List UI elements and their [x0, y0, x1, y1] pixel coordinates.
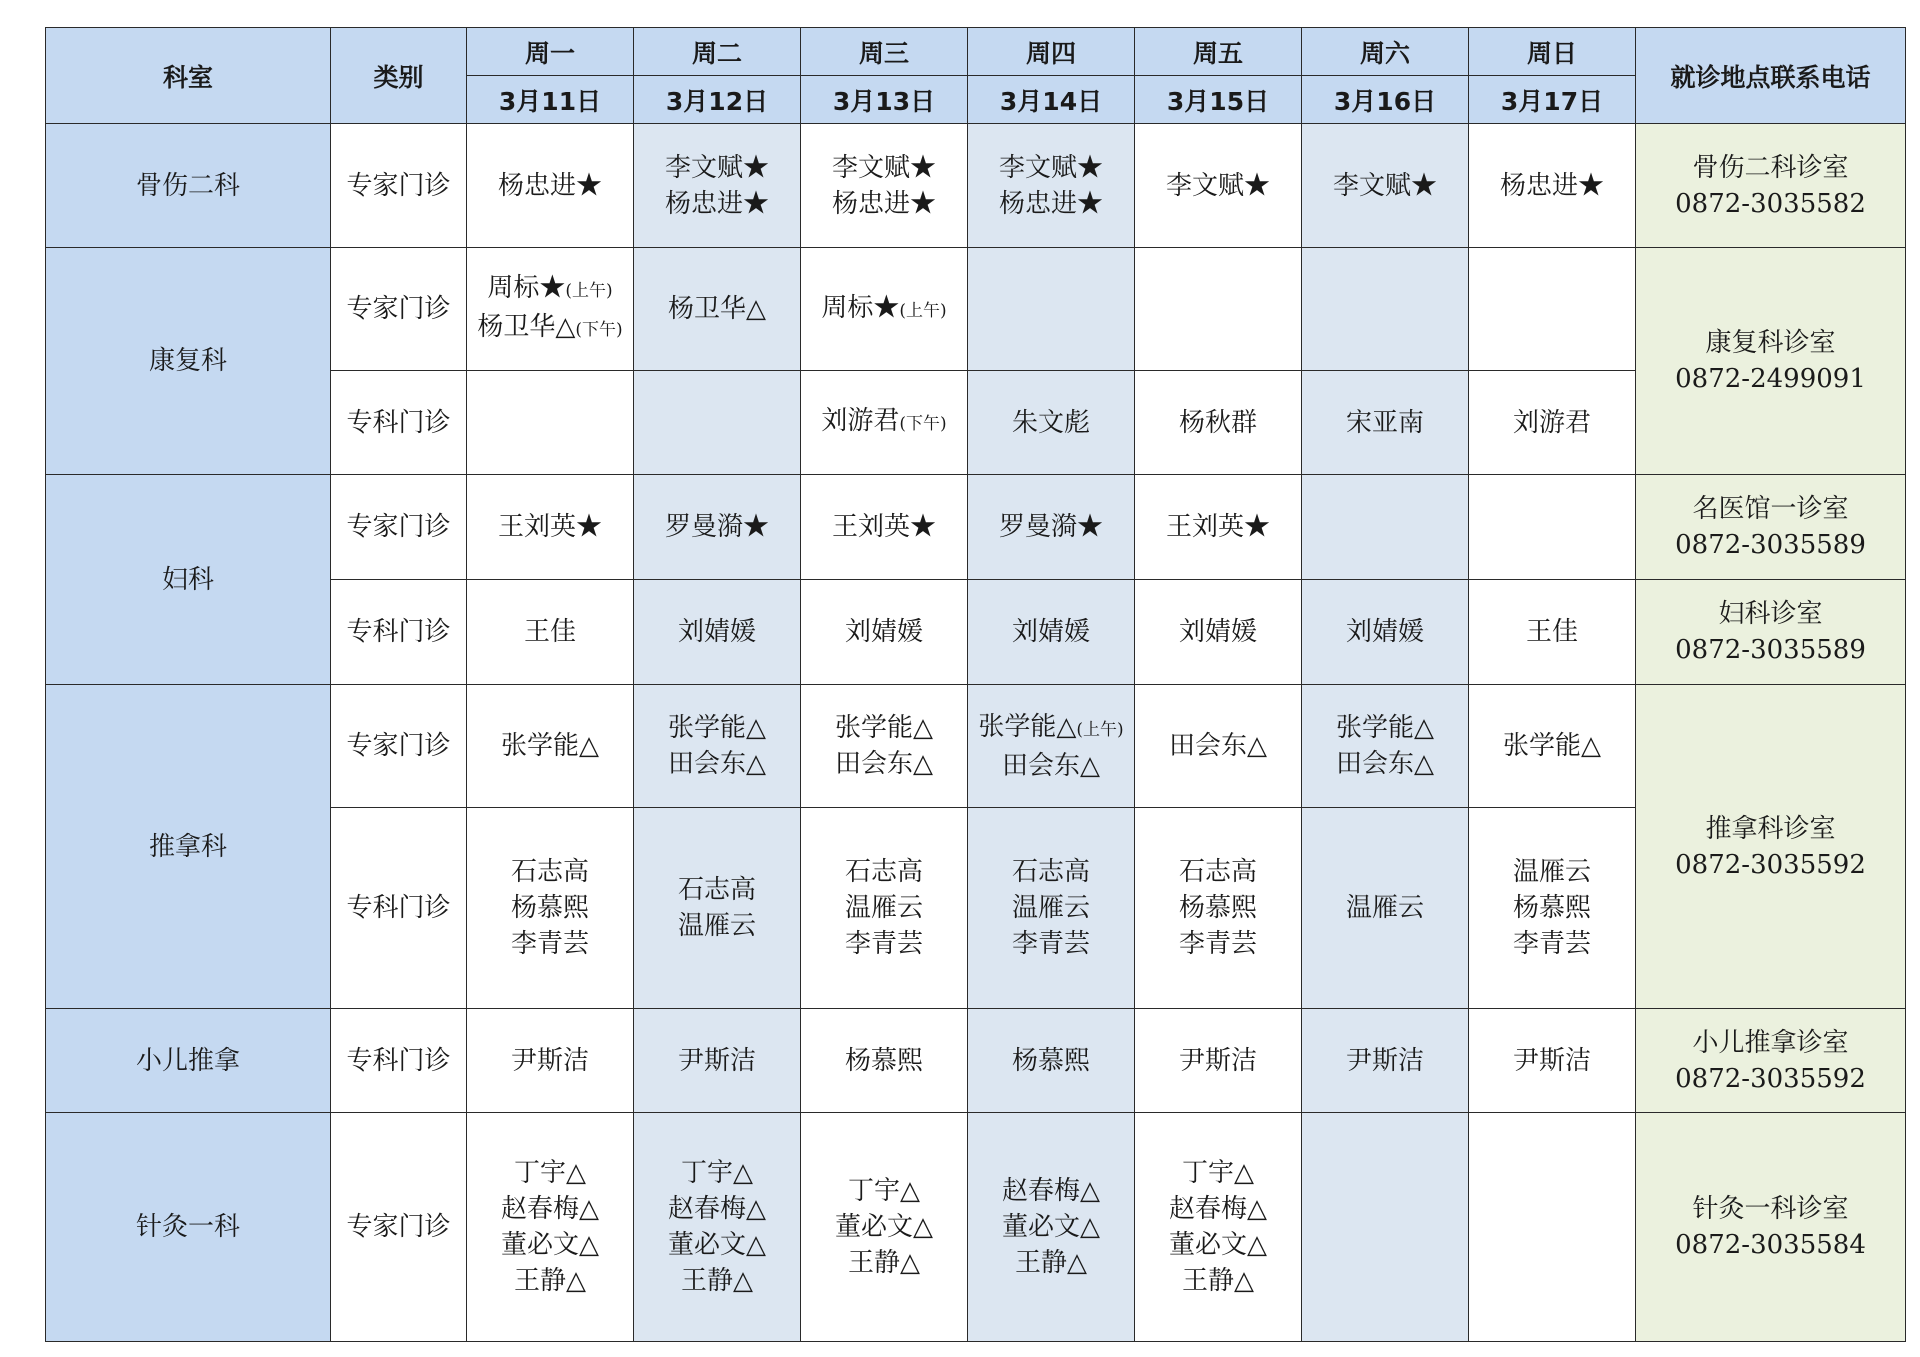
doctor-cell — [1469, 808, 1636, 1009]
dept-cell: 针灸一科 — [46, 1113, 331, 1342]
doctor-cell — [1135, 248, 1302, 371]
doctor-cell — [467, 475, 634, 580]
table-header — [46, 28, 1906, 124]
header-weekday: 周一 — [467, 28, 634, 76]
clinic-room: 推拿科诊室 — [1705, 813, 1836, 844]
doctor-name — [801, 403, 967, 442]
doctor-name: 罗曼漪★ — [998, 512, 1103, 542]
doctor-name: 尹斯洁 — [510, 1045, 589, 1076]
doctor-name: 赵春梅△ — [668, 1194, 766, 1224]
doctor-name: 刘婧媛 — [1011, 617, 1090, 647]
doctor-cell — [634, 808, 801, 1009]
dept-cell: 骨伤二科 — [46, 124, 331, 248]
header-category: 类别 — [331, 28, 467, 124]
doctor-name: 石志高 — [510, 857, 589, 887]
doctor-name: 王佳 — [1525, 617, 1578, 647]
doctor-cell — [1469, 1009, 1636, 1113]
doctor-cell — [801, 580, 968, 685]
contact-cell — [1636, 475, 1906, 580]
doctor-name: 王静△ — [1182, 1266, 1254, 1296]
doctor-cell — [1135, 1009, 1302, 1113]
doctor-cell — [1469, 371, 1636, 475]
doctor-name: 石志高 — [1178, 857, 1257, 887]
doctor-cell — [1302, 1113, 1469, 1342]
doctor-name: 杨忠进★ — [664, 188, 769, 219]
doctor-name: 杨忠进★ — [998, 188, 1103, 219]
doctor-cell — [634, 475, 801, 580]
doctor-name: 杨慕熙 — [1512, 893, 1591, 923]
table-row — [46, 248, 1906, 371]
doctor-name: 王佳 — [523, 617, 576, 647]
doctor-name: 刘婧媛 — [1178, 617, 1257, 647]
doctor-name: 董必文△ — [668, 1230, 766, 1260]
doctor-cell — [801, 685, 968, 808]
doctor-name: 朱文彪 — [1011, 407, 1090, 438]
doctor-cell — [1302, 685, 1469, 808]
doctor-cell — [801, 371, 968, 475]
doctor-name: 张学能△ — [1503, 731, 1601, 761]
doctor-name: 杨卫华△ — [668, 294, 766, 324]
doctor-name: 尹斯洁 — [1178, 1045, 1257, 1076]
doctor-name: 李文赋★ — [998, 152, 1103, 183]
doctor-name: 丁宇△ — [514, 1158, 586, 1188]
doctor-cell — [1302, 1009, 1469, 1113]
doctor-name-text: 刘游君 — [821, 406, 900, 436]
doctor-name: 李文赋★ — [831, 152, 936, 183]
session-note: (下午) — [575, 320, 623, 340]
doctor-name: 张学能△ — [501, 731, 599, 761]
doctor-cell — [1135, 475, 1302, 580]
doctor-cell — [467, 580, 634, 685]
doctor-name: 杨慕熙 — [1178, 893, 1257, 923]
phone-number: 0872-3035589 — [1675, 530, 1866, 560]
doctor-name: 李青芸 — [1178, 929, 1257, 959]
phone-number: 0872-3035592 — [1675, 849, 1866, 880]
category-cell: 专家门诊 — [331, 248, 467, 371]
doctor-cell — [968, 124, 1135, 248]
doctor-cell — [1469, 248, 1636, 371]
doctor-cell — [801, 475, 968, 580]
category-cell: 专科门诊 — [331, 371, 467, 475]
doctor-name: 尹斯洁 — [1345, 1045, 1424, 1076]
doctor-name: 董必文△ — [1169, 1230, 1267, 1260]
doctor-name: 杨忠进★ — [1499, 170, 1604, 201]
doctor-name — [968, 709, 1134, 748]
contact-cell — [1636, 580, 1906, 685]
doctor-name: 张学能△ — [835, 713, 933, 743]
doctor-cell — [467, 685, 634, 808]
doctor-name: 张学能△ — [668, 713, 766, 743]
header-date: 3月15日 — [1135, 76, 1302, 124]
doctor-name-text: 周标★ — [821, 292, 900, 323]
doctor-name: 董必文△ — [501, 1230, 599, 1260]
doctor-name: 李青芸 — [1512, 929, 1591, 959]
outpatient-schedule-table — [45, 27, 1906, 1342]
session-note: (上午) — [565, 281, 613, 301]
category-cell: 专科门诊 — [331, 580, 467, 685]
doctor-name-text: 杨卫华△ — [477, 312, 576, 342]
doctor-name: 尹斯洁 — [1512, 1045, 1591, 1076]
doctor-name: 杨慕熙 — [844, 1045, 923, 1076]
clinic-room: 骨伤二科诊室 — [1692, 152, 1849, 183]
dept-cell: 康复科 — [46, 248, 331, 475]
doctor-name: 王静△ — [514, 1266, 586, 1296]
doctor-name: 丁宇△ — [681, 1158, 753, 1188]
phone-number: 0872-3035589 — [1675, 635, 1866, 665]
doctor-name: 杨慕熙 — [510, 893, 589, 923]
doctor-name: 石志高 — [1011, 857, 1090, 887]
doctor-name: 张学能△ — [1336, 713, 1434, 743]
doctor-name-text: 周标★ — [487, 273, 566, 303]
clinic-room: 小儿推拿诊室 — [1692, 1027, 1849, 1058]
doctor-cell — [634, 371, 801, 475]
doctor-cell — [634, 248, 801, 371]
session-note: (上午) — [1076, 719, 1124, 740]
doctor-name: 王静△ — [848, 1248, 920, 1278]
header-date: 3月17日 — [1469, 76, 1636, 124]
doctor-name: 丁宇△ — [848, 1176, 920, 1206]
contact-cell — [1636, 124, 1906, 248]
doctor-name: 杨忠进★ — [831, 188, 936, 219]
doctor-cell — [968, 1009, 1135, 1113]
doctor-cell — [968, 1113, 1135, 1342]
doctor-cell — [1135, 371, 1302, 475]
doctor-cell — [1135, 685, 1302, 808]
doctor-name: 李青芸 — [510, 929, 589, 959]
doctor-name: 李青芸 — [1011, 929, 1090, 959]
header-date: 3月12日 — [634, 76, 801, 124]
clinic-room: 名医馆一诊室 — [1692, 494, 1849, 524]
doctor-cell — [634, 685, 801, 808]
doctor-name: 田会东△ — [668, 749, 766, 779]
phone-number: 0872-3035592 — [1675, 1063, 1866, 1094]
doctor-cell — [1469, 1113, 1636, 1342]
doctor-name: 罗曼漪★ — [664, 512, 769, 542]
header-dept: 科室 — [46, 28, 331, 124]
header-weekday: 周日 — [1469, 28, 1636, 76]
clinic-room: 妇科诊室 — [1718, 599, 1823, 629]
doctor-cell — [968, 580, 1135, 685]
doctor-name: 温雁云 — [844, 893, 923, 923]
category-cell: 专家门诊 — [331, 475, 467, 580]
clinic-room: 康复科诊室 — [1705, 328, 1836, 358]
doctor-name — [467, 309, 633, 348]
doctor-name: 田会东△ — [1169, 731, 1267, 761]
session-note: (上午) — [899, 300, 947, 321]
doctor-cell — [1135, 1113, 1302, 1342]
doctor-name: 董必文△ — [1002, 1212, 1100, 1242]
doctor-cell — [1135, 580, 1302, 685]
doctor-name: 李文赋★ — [664, 152, 769, 183]
doctor-name: 尹斯洁 — [677, 1045, 756, 1076]
header-weekday: 周六 — [1302, 28, 1469, 76]
doctor-cell — [467, 248, 634, 371]
doctor-cell — [1302, 808, 1469, 1009]
doctor-cell — [968, 475, 1135, 580]
doctor-name: 宋亚南 — [1345, 407, 1424, 438]
table-row — [46, 1113, 1906, 1342]
doctor-name: 王刘英★ — [831, 512, 936, 542]
category-cell: 专家门诊 — [331, 685, 467, 808]
doctor-cell — [801, 248, 968, 371]
doctor-cell — [467, 371, 634, 475]
header-weekday: 周五 — [1135, 28, 1302, 76]
phone-number: 0872-2499091 — [1675, 364, 1866, 394]
doctor-cell — [1469, 475, 1636, 580]
header-date: 3月16日 — [1302, 76, 1469, 124]
doctor-cell — [467, 124, 634, 248]
doctor-name: 董必文△ — [835, 1212, 933, 1242]
doctor-name: 田会东△ — [835, 749, 933, 779]
doctor-cell — [801, 124, 968, 248]
header-contact: 就诊地点联系电话 — [1636, 28, 1906, 124]
doctor-cell — [801, 1009, 968, 1113]
doctor-cell — [801, 1113, 968, 1342]
doctor-cell — [634, 1113, 801, 1342]
doctor-name: 赵春梅△ — [501, 1194, 599, 1224]
doctor-name: 王静△ — [681, 1266, 753, 1296]
doctor-name: 李文赋★ — [1332, 170, 1437, 201]
doctor-name: 温雁云 — [1011, 893, 1090, 923]
doctor-name: 赵春梅△ — [1002, 1176, 1100, 1206]
category-cell: 专科门诊 — [331, 1009, 467, 1113]
doctor-name: 石志高 — [677, 875, 756, 905]
doctor-name: 温雁云 — [1512, 857, 1591, 887]
table-row — [46, 685, 1906, 808]
doctor-cell — [634, 1009, 801, 1113]
doctor-name: 杨忠进★ — [497, 170, 602, 201]
doctor-name: 王静△ — [1015, 1248, 1087, 1278]
header-date: 3月13日 — [801, 76, 968, 124]
doctor-cell — [634, 580, 801, 685]
doctor-cell — [1135, 124, 1302, 248]
header-weekday: 周四 — [968, 28, 1135, 76]
header-date: 3月14日 — [968, 76, 1135, 124]
doctor-cell — [1469, 580, 1636, 685]
category-cell: 专科门诊 — [331, 808, 467, 1009]
doctor-name: 刘婧媛 — [844, 617, 923, 647]
table-row — [46, 475, 1906, 580]
doctor-name: 丁宇△ — [1182, 1158, 1254, 1188]
clinic-room: 针灸一科诊室 — [1692, 1194, 1849, 1224]
dept-cell: 推拿科 — [46, 685, 331, 1009]
doctor-name — [801, 290, 967, 329]
contact-cell — [1636, 1113, 1906, 1342]
doctor-name: 石志高 — [844, 857, 923, 887]
doctor-cell — [467, 1113, 634, 1342]
doctor-name: 王刘英★ — [1165, 512, 1270, 542]
table-body — [46, 124, 1906, 1342]
doctor-cell — [1302, 371, 1469, 475]
contact-cell — [1636, 1009, 1906, 1113]
doctor-name: 王刘英★ — [497, 512, 602, 542]
doctor-cell — [968, 371, 1135, 475]
dept-cell: 小儿推拿 — [46, 1009, 331, 1113]
doctor-name: 温雁云 — [1345, 893, 1424, 923]
table-row — [46, 124, 1906, 248]
doctor-cell — [1302, 475, 1469, 580]
doctor-cell — [1302, 248, 1469, 371]
doctor-cell — [634, 124, 801, 248]
doctor-cell — [968, 248, 1135, 371]
doctor-cell — [1302, 580, 1469, 685]
category-cell: 专家门诊 — [331, 124, 467, 248]
doctor-name: 田会东△ — [1336, 749, 1434, 779]
header-weekday: 周二 — [634, 28, 801, 76]
doctor-cell — [1135, 808, 1302, 1009]
doctor-cell — [1469, 685, 1636, 808]
doctor-name — [467, 270, 633, 309]
contact-cell — [1636, 248, 1906, 475]
doctor-name: 杨秋群 — [1178, 407, 1257, 438]
doctor-cell — [968, 685, 1135, 808]
doctor-name: 李文赋★ — [1165, 170, 1270, 201]
doctor-name: 赵春梅△ — [1169, 1194, 1267, 1224]
doctor-name: 田会东△ — [1002, 750, 1100, 781]
doctor-name: 温雁云 — [677, 911, 756, 941]
doctor-cell — [1469, 124, 1636, 248]
doctor-name: 刘游君 — [1512, 407, 1591, 438]
phone-number: 0872-3035582 — [1675, 188, 1866, 219]
doctor-name-text: 张学能△ — [978, 711, 1077, 742]
doctor-cell — [801, 808, 968, 1009]
doctor-cell — [968, 808, 1135, 1009]
header-weekday: 周三 — [801, 28, 968, 76]
session-note: (下午) — [899, 414, 947, 434]
doctor-cell — [1302, 124, 1469, 248]
doctor-name: 刘婧媛 — [1345, 617, 1424, 647]
phone-number: 0872-3035584 — [1675, 1230, 1866, 1260]
doctor-name: 刘婧媛 — [677, 617, 756, 647]
doctor-cell — [467, 808, 634, 1009]
doctor-cell — [467, 1009, 634, 1113]
category-cell: 专家门诊 — [331, 1113, 467, 1342]
dept-cell: 妇科 — [46, 475, 331, 685]
header-date: 3月11日 — [467, 76, 634, 124]
table-row — [46, 1009, 1906, 1113]
doctor-name: 杨慕熙 — [1011, 1045, 1090, 1076]
contact-cell — [1636, 685, 1906, 1009]
doctor-name: 李青芸 — [844, 929, 923, 959]
